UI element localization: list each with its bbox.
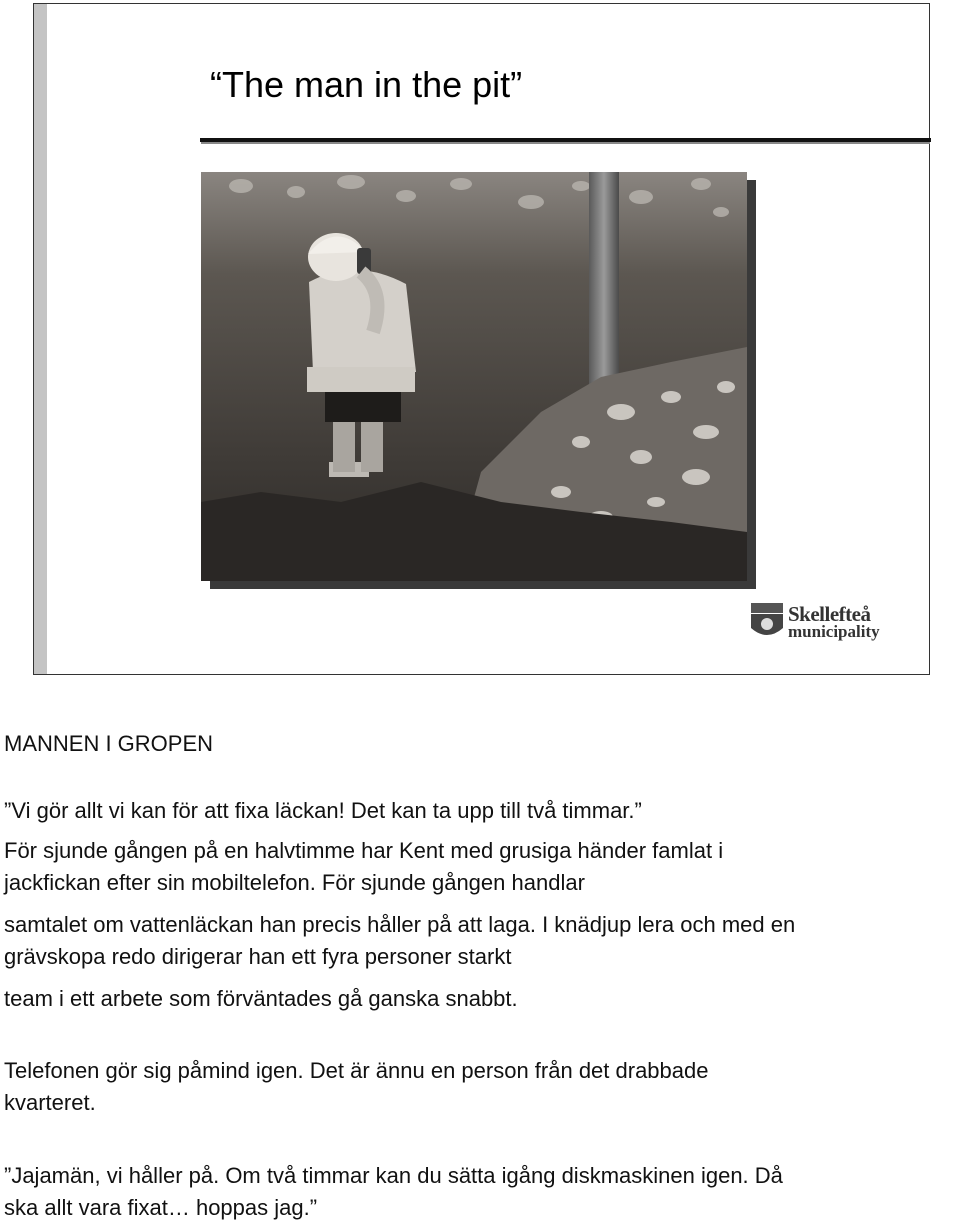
slide-side-bar	[34, 4, 47, 674]
worker-in-pit-photo	[201, 172, 747, 581]
skelleftea-logo	[750, 602, 890, 644]
notes-line: samtalet om vattenläckan han precis håller på att laga. I knädjup lera och med en	[4, 912, 796, 937]
logo-name-line2: municipality	[788, 622, 880, 641]
notes-heading: MANNEN I GROPEN	[4, 731, 214, 756]
notes-line: grävskopa redo dirigerar han ett fyra personer starkt	[4, 944, 512, 969]
logo-name-line1: Skellefteå	[788, 602, 871, 626]
slide-title: “The man in the pit”	[210, 64, 523, 105]
notes-line: team i ett arbete som förväntades gå ganska snabbt.	[4, 986, 518, 1011]
title-underline	[200, 138, 931, 142]
notes-line: kvarteret.	[4, 1090, 96, 1115]
slide-frame	[33, 3, 930, 675]
notes-line: jackfickan efter sin mobiltelefon. För sjunde gången handlar	[4, 870, 585, 895]
coat-of-arms-icon	[750, 602, 784, 642]
notes-line: ”Jajamän, vi håller på. Om två timmar kan du sätta igång diskmaskinen igen. Då	[4, 1163, 783, 1188]
notes-line: ”Vi gör allt vi kan för att fixa läckan! Det kan ta upp till två timmar.”	[4, 798, 642, 823]
notes-line: För sjunde gången på en halvtimme har Kent med grusiga händer famlat i	[4, 838, 724, 863]
notes-line: Telefonen gör sig påmind igen. Det är ännu en person från det drabbade	[4, 1058, 709, 1083]
photo-illustration	[201, 172, 747, 581]
notes-line: ska allt vara fixat… hoppas jag.”	[4, 1195, 318, 1220]
